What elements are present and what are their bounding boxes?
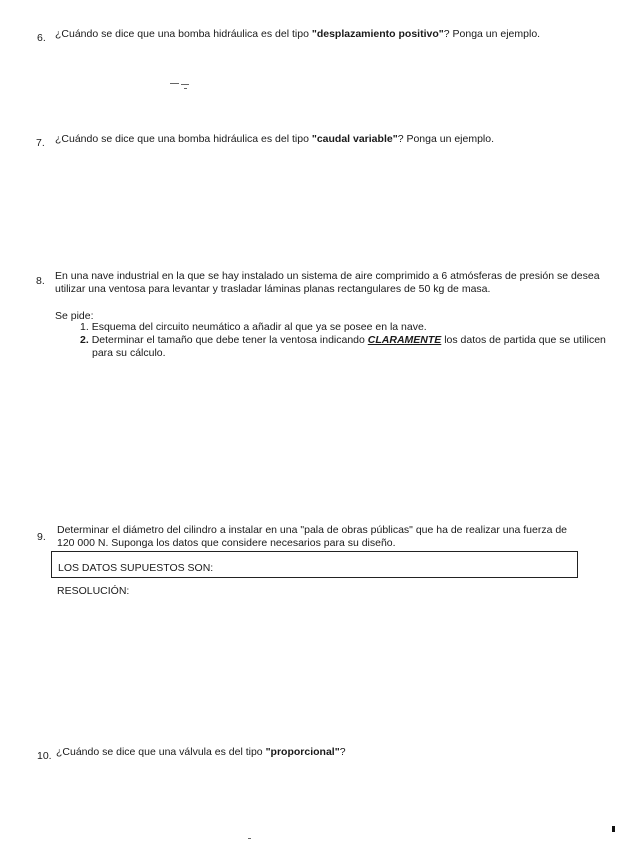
pencil-mark bbox=[170, 83, 179, 84]
pencil-mark bbox=[181, 84, 189, 85]
supposed-data-label: LOS DATOS SUPUESTOS SON: bbox=[58, 562, 214, 574]
question-number: 8. bbox=[36, 275, 45, 287]
supposed-data-box bbox=[51, 551, 578, 578]
pencil-mark bbox=[184, 88, 187, 89]
resolution-label: RESOLUCIÓN: bbox=[57, 585, 130, 597]
question-number: 9. bbox=[37, 531, 46, 543]
sub-questions bbox=[80, 321, 606, 360]
question-text: ¿Cuándo se dice que una bomba hidráulica es del tipo "caudal variable"? Ponga un ejemplo. bbox=[55, 133, 495, 145]
emphasis-text: CLARAMENTE bbox=[367, 334, 442, 346]
question-text: ¿Cuándo se dice que una válvula es del tipo "proporcional"? bbox=[56, 746, 346, 758]
key-term: "caudal variable" bbox=[311, 133, 398, 145]
sub-question-2: 2. Determinar el tamaño que debe tener la ventosa indicando CLARAMENTE los datos de partida que se utilicen bbox=[80, 334, 606, 346]
question-number: 10. bbox=[37, 750, 52, 762]
scan-speck bbox=[248, 838, 251, 839]
se-pide-label: Se pide: bbox=[55, 310, 94, 322]
question-text: En una nave industrial en la que se hay instalado un sistema de aire comprimido a 6 atmósferas de presión se desea utilizar una ventosa para levantar y trasladar láminas planas rectangulares de 50 kg de masa. bbox=[55, 270, 600, 295]
scan-edge-mark bbox=[612, 826, 615, 832]
key-term: "desplazamiento positivo" bbox=[311, 28, 444, 40]
question-number: 7. bbox=[36, 137, 45, 149]
sub-question-2-continuation: para su cálculo. bbox=[92, 347, 166, 359]
key-term: "proporcional" bbox=[265, 746, 340, 758]
sub-question-1: 1. Esquema del circuito neumático a añadir al que ya se posee en la nave. bbox=[80, 321, 427, 333]
question-text: ¿Cuándo se dice que una bomba hidráulica es del tipo "desplazamiento positivo"? Ponga un ejemplo. bbox=[55, 28, 541, 40]
question-number: 6. bbox=[37, 32, 46, 44]
question-text: Determinar el diámetro del cilindro a instalar en una "pala de obras públicas" que ha de realizar una fuerza de 120 000 N. Suponga los datos que considere necesarios para su diseño. bbox=[57, 524, 568, 549]
